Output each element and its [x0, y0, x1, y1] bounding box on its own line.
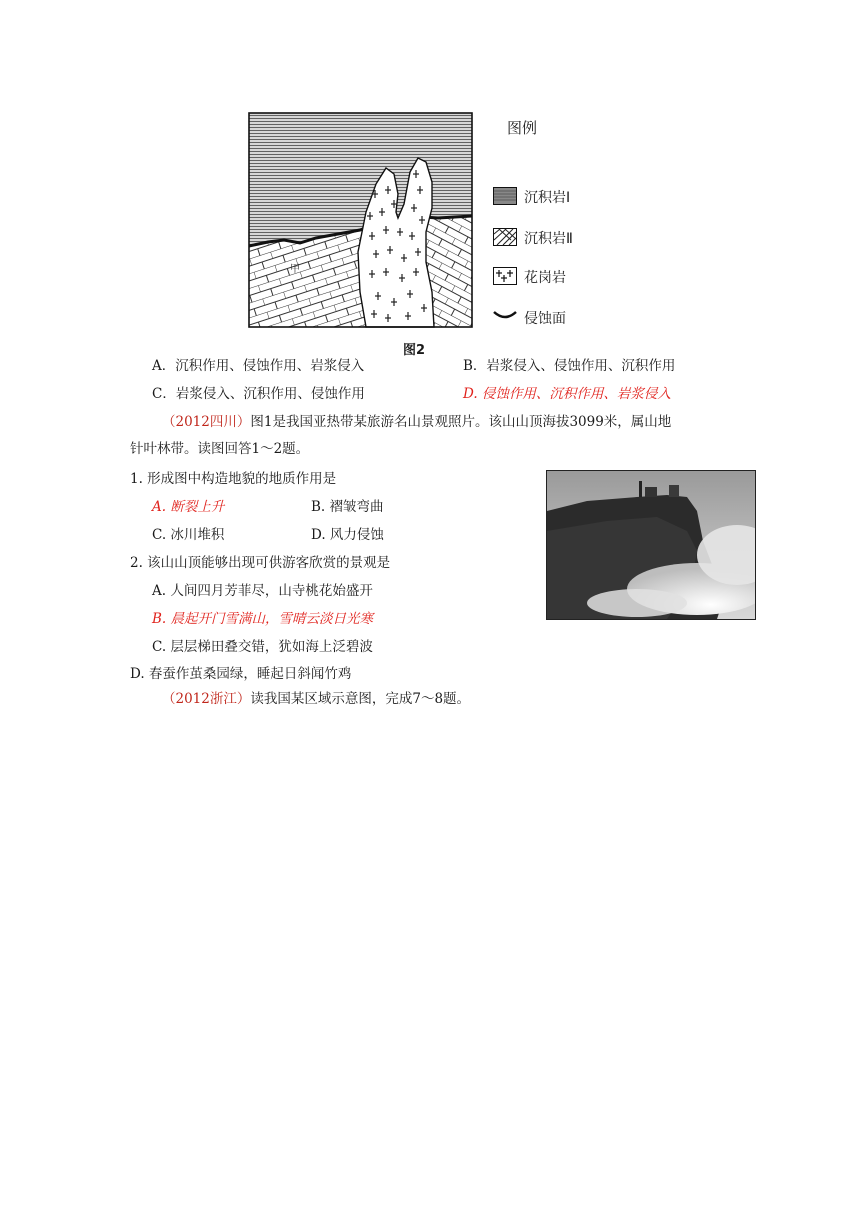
q1-option-d: D. 风力侵蚀 — [311, 527, 384, 543]
sichuan-intro-line-1 — [162, 413, 671, 431]
zhejiang-intro-line — [162, 690, 470, 708]
geologic-cross-section-figure — [248, 112, 474, 328]
legend-title: 图例 — [507, 119, 538, 137]
q2-option-d: D. 春蚕作茧桑园绿，睡起日斜闻竹鸡 — [130, 666, 352, 682]
source-tag-zhejiang: （2012浙江） — [162, 691, 251, 707]
legend-icon-erosion-surface — [493, 308, 517, 324]
legend-label-erosion-surface: 侵蚀面 — [524, 311, 566, 327]
q2-option-c: C. 层层梯田叠交错，犹如海上泛碧波 — [152, 639, 373, 655]
prev-option-c: C．岩浆侵入、沉积作用、侵蚀作用 — [152, 386, 365, 402]
legend-icon-granite — [493, 267, 517, 285]
legend-label-sedimentary-2: 沉积岩Ⅱ — [524, 231, 573, 247]
legend-icon-sedimentary-2 — [493, 228, 517, 246]
figure-caption: 图2 — [403, 343, 426, 358]
prev-option-d-answer: D. 侵蚀作用、沉积作用、岩浆侵入 — [463, 386, 671, 402]
sichuan-intro-line-2: 针叶林带。读图回答1～2题。 — [130, 441, 310, 457]
legend-label-sedimentary-1: 沉积岩Ⅰ — [524, 190, 571, 206]
prev-option-b: B．岩浆侵入、侵蚀作用、沉积作用 — [463, 358, 676, 374]
legend-icon-sedimentary-1 — [493, 187, 517, 205]
zhejiang-intro-text: 读我国某区域示意图，完成7～8题。 — [250, 691, 471, 707]
legend-label-granite: 花岗岩 — [524, 270, 566, 286]
mountain-photo — [546, 470, 756, 620]
q2-option-a: A. 人间四月芳菲尽，山寺桃花始盛开 — [152, 583, 373, 599]
sichuan-intro-text: 图1是我国亚热带某旅游名山景观照片。该山山顶海拔3099米，属山地 — [250, 414, 672, 430]
q1-option-c: C. 冰川堆积 — [152, 527, 225, 543]
q2-stem: 2. 该山山顶能够出现可供游客欣赏的景观是 — [130, 555, 391, 571]
prev-option-a: A．沉积作用、侵蚀作用、岩浆侵入 — [152, 358, 365, 374]
q1-option-b: B. 褶皱弯曲 — [311, 499, 384, 515]
q1-stem: 1. 形成图中构造地貌的地质作用是 — [130, 471, 337, 487]
q2-option-b-answer: B. 晨起开门雪满山，雪晴云淡日光寒 — [152, 611, 374, 627]
source-tag-sichuan: （2012四川） — [162, 414, 251, 430]
q1-option-a-answer: A. 断裂上升 — [152, 499, 225, 515]
location-marker-label: 甲 — [290, 264, 300, 275]
